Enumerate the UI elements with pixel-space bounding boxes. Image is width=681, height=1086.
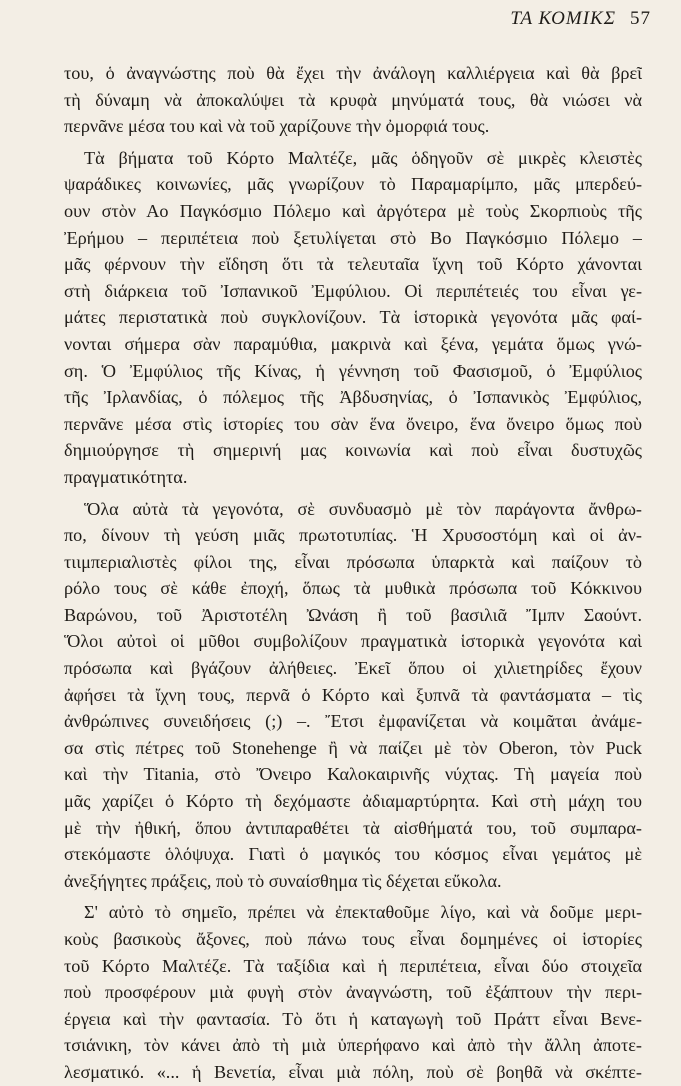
text-line: στὴ διάρκεια τοῦ Ἰσπανικοῦ Ἐμφύλιου. Οἱ περιπέτειές του εἶναι γε- [64,280,642,301]
text-line: πρόσωπα καὶ βγάζουν ἀλήθειες. Ἐκεῖ ὅπου οἱ χιλιετηρίδες ἔχουν [64,658,642,679]
text-line: κοὺς βασικοὺς ἄξονες, ποὺ πάνω τους εἶναι δομημένες οἱ ἱστορίες [64,929,642,949]
text-line: μὲ τὴν ἠθική, ὅπου ἀντιπαραθέτει τὰ αἰσθήματά του, τοῦ συμπαρα- [64,817,642,838]
text-line: Τὰ βήματα τοῦ Κόρτο Μαλτέζε, μᾶς ὁδηγοῦν σὲ μικρὲς κλειστὲς [84,147,642,168]
text-line: ση. Ὁ Ἐμφύλιος τῆς Κίνας, ἡ γέννηση τοῦ Φασισμοῦ, ὁ Ἐμφύλιος [64,360,642,381]
paragraph [64,899,642,1085]
text-line: περνᾶνε μέσα του καὶ νὰ τοῦ χαρίζουνε τὴν ὀμορφιά τους. [64,116,490,137]
text-line: Σ' αὐτὸ τὸ σημεῖο, πρέπει νὰ ἐπεκταθοῦμε λίγο, καὶ νὰ δοῦμε μερι- [84,902,642,923]
text-line: Βαρώνου, τοῦ Ἀριστοτέλη Ὠνάση ἢ τοῦ βασιλιᾶ Ἴμπν Σαούντ. [64,604,642,625]
text-line: μᾶς φέρνουν τὴν εἴδηση ὅτι τὰ τελευταῖα ἴχνη τοῦ Κόρτο χάνονται [64,254,642,275]
text-line: δημιούργησε τὴ σημερινή μας κοινωνία καὶ ποὺ εἶναι δυστυχῶς [64,440,642,461]
running-header [510,8,651,30]
text-line: ρόλο τους σὲ κάθε ἐποχή, ὅπως τὰ μυθικὰ πρόσωπα τοῦ Κόκκινου [64,578,642,599]
text-line: ουν στὸν Αο Παγκόσμιο Πόλεμο καὶ ἀργότερα μὲ τοὺς Σκορπιοὺς τῆς [64,200,642,221]
text-line: τσιάνικη, τὸν κάνει ἀπὸ τὴ μιὰ ὑπερήφανο καὶ ἀπὸ τὴν ἄλλη ἀποτε- [64,1035,642,1056]
text-line: νονται σήμερα σὰν παραμύθια, μακρινὰ καὶ ξένα, γεμάτα ὅμως γνώ- [64,333,642,354]
text-line: πο, δίνουν τὴ γεύση μιᾶς πρωτοτυπίας. Ἡ Χρυσοστόμη καὶ οἱ ἀν- [64,525,642,546]
text-line: έργεια καὶ τὴν φαντασία. Τὸ ὅτι ἡ καταγωγὴ τοῦ Πράττ εἶναι Βενε- [64,1008,642,1029]
text-line: λεσματικό. «... ἡ Βενετία, εἶναι μιὰ πόλη, ποὺ σὲ βοηθᾶ νὰ σκέπτε- [64,1061,642,1082]
text-line: Ὅλα αὐτὰ τὰ γεγονότα, σὲ συνδυασμὸ μὲ τὸν παράγοντα ἄνθρω- [84,498,642,519]
text-line: ἀνεξήγητες πράξεις, ποὺ τὸ συναίσθημα τὶς δέχεται εὔκολα. [64,870,502,891]
text-line: στεκόμαστε ὁλόψυχα. Γιατὶ ὁ μαγικός του κόσμος εἶναι γεμάτος μὲ [64,844,642,865]
text-line: ἀφήσει τὰ ἴχνη τους, περνᾶ ὁ Κόρτο καὶ ξυπνᾶ τὰ φαντάσματα – τὶς [64,684,642,705]
text-line: τὴ δύναμη νὰ ἀποκαλύψει τὰ κρυφὰ μηνύματά τους, θὰ νιώσει νὰ [64,89,642,110]
paragraph [64,496,642,895]
text-line: σα στὶς πέτρες τοῦ Stonehenge ἢ νὰ παίζει μὲ τὸν Oberon, τὸν Puck [64,737,642,758]
text-line: ἀνθρώπινες συνειδήσεις (;) –. Ἔτσι ἐμφανίζεται νὰ κοιμᾶται ἀνάμε- [64,711,642,732]
paragraph [64,145,642,491]
text-line: τῆς Ἰρλανδίας, ὁ πόλεμος τῆς Ἀβδυσηνίας, ὁ Ἰσπανικὸς Ἐμφύλιος, [64,387,642,408]
chapter-title: ΤΑ ΚΟΜΙΚΣ [510,8,616,29]
text-line: καὶ τὴν Titania, στὸ Ὄνειρο Καλοκαιρινῆς νύχτας. Τὴ μαγεία ποὺ [64,764,642,785]
text-line: του, ὁ ἀναγνώστης ποὺ θὰ ἔχει τὴν ἀνάλογη καλλιέργεια καὶ θὰ βρεῖ [64,63,642,83]
page-number: 57 [630,8,651,29]
text-line: μάτες περιστατικὰ ποὺ συγκλονίζουν. Τὰ ἱστορικὰ γεγονότα μᾶς φαί- [64,307,642,328]
text-line: ψαράδικες κοινωνίες, μᾶς γνωρίζουν τὸ Παραμαρίμπο, μᾶς μπερδεύ- [64,174,642,195]
paragraph [64,60,642,140]
text-line: ποὺ προσφέρουν μιὰ φυγὴ στὸν ἀναγνώστη, τοῦ ἐξάπτουν τὴν περι- [64,982,642,1003]
text-line: τοῦ Κόρτο Μαλτέζε. Τὰ ταξίδια καὶ ἡ περιπέτεια, εἶναι δύο στοιχεῖα [64,955,642,976]
text-line: τιιμπεριαλιστὲς φίλοι της, εἶναι πρόσωπα ὑπαρκτὰ καὶ παίζουν τὸ [64,551,642,572]
text-line: Ἐρήμου – περιπέτεια ποὺ ξετυλίγεται στὸ Βο Παγκόσμιο Πόλεμο – [64,227,642,248]
text-line: πραγματικότητα. [64,466,188,487]
text-line: μᾶς χαρίζει ὁ Κόρτο τὴ δεχόμαστε ἀδιαμαρτύρητα. Καὶ στὴ μάχη του [64,791,642,812]
text-line: Ὅλοι αὐτοὶ οἱ μῦθοι συμβολίζουν πραγματικὰ ἱστορικὰ γεγονότα καὶ [64,631,642,652]
page-body [64,60,642,1086]
text-line: περνᾶνε μέσα στὶς ἱστορίες του σὰν ἕνα ὄνειρο, ἕνα ὄνειρο ὅμως ποὺ [64,413,642,434]
